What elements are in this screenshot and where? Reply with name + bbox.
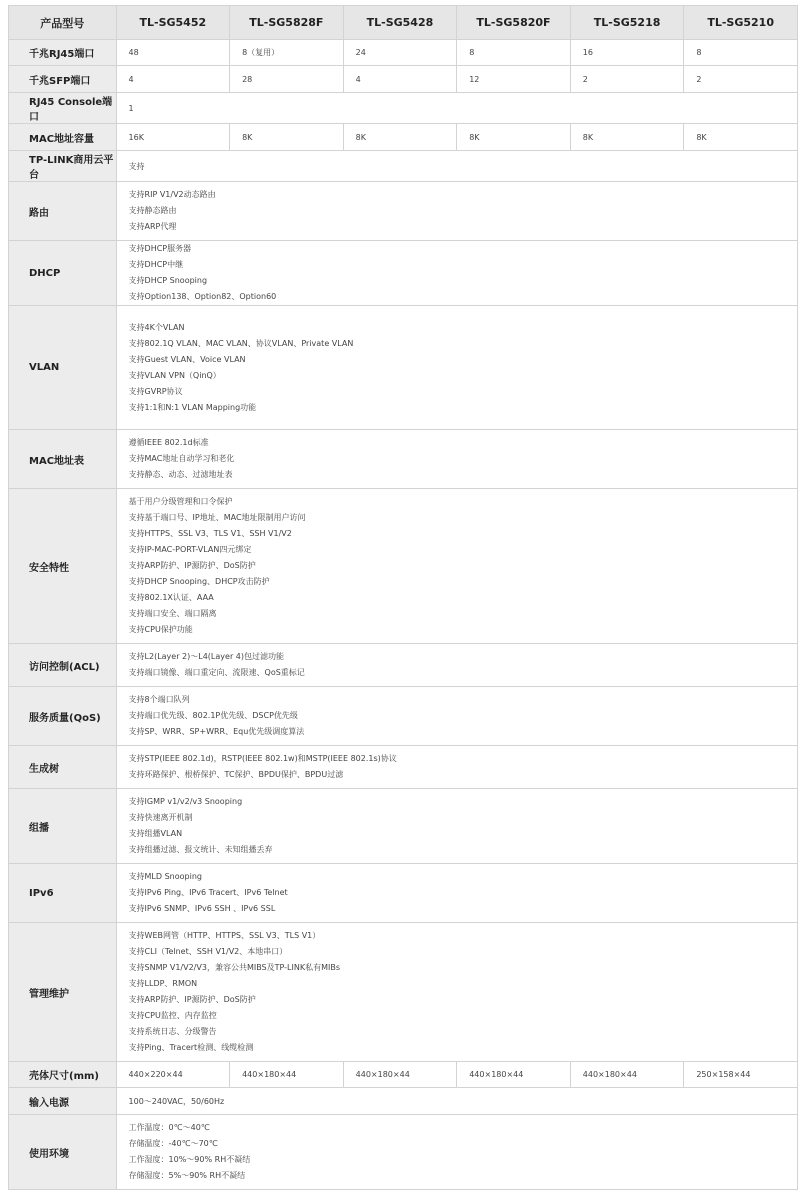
spec-cell: 8K	[343, 124, 457, 151]
spec-cell: 16K	[116, 124, 230, 151]
row-label: 组播	[9, 789, 117, 864]
spec-cell: 440×180×44	[457, 1062, 571, 1088]
spec-line: 支持SNMP V1/V2/V3，兼容公共MIBS及TP-LINK私有MIBs	[128, 963, 341, 972]
spec-line: 支持802.1Q VLAN、MAC VLAN、协议VLAN、Private VLAN	[128, 338, 354, 348]
spec-line: 支持静态路由	[128, 206, 177, 215]
row-label: 壳体尺寸(mm)	[9, 1062, 117, 1088]
spec-cell	[116, 789, 797, 864]
row-label: MAC地址表	[9, 430, 117, 489]
spec-line: 支持IPv6 SNMP、IPv6 SSH 、IPv6 SSL	[128, 904, 276, 913]
spec-line: 支持静态、动态、过滤地址表	[128, 470, 233, 479]
header-label: 产品型号	[9, 6, 117, 40]
row-label: 安全特性	[9, 489, 117, 644]
spec-line: 支持DHCP中继	[128, 260, 184, 269]
model-header: TL-SG5820F	[457, 6, 571, 40]
table-row	[9, 1062, 798, 1088]
spec-line: 支持4K个VLAN	[128, 322, 185, 332]
table-row	[9, 66, 798, 93]
spec-cell: 8K	[570, 124, 684, 151]
row-label: 使用环境	[9, 1115, 117, 1190]
spec-cell	[116, 746, 797, 789]
row-label: TP-LINK商用云平台	[9, 151, 117, 182]
spec-line: 支持CLI（Telnet、SSH V1/V2、本地串口）	[128, 947, 288, 956]
header-row	[9, 6, 798, 40]
spec-cell	[116, 923, 797, 1062]
model-header: TL-SG5452	[116, 6, 230, 40]
spec-line: 基于用户分级管理和口令保护	[128, 497, 233, 506]
spec-cell	[116, 864, 797, 923]
spec-line: 支持IGMP v1/v2/v3 Snooping	[128, 797, 243, 806]
model-header: TL-SG5210	[684, 6, 798, 40]
spec-line: 支持IPv6 Ping、IPv6 Tracert、IPv6 Telnet	[128, 888, 288, 897]
spec-line: 支持基于端口号、IP地址、MAC地址限制用户访问	[128, 513, 306, 522]
spec-cell	[116, 430, 797, 489]
spec-line: 支持HTTPS、SSL V3、TLS V1、SSH V1/V2	[128, 529, 292, 538]
table-row	[9, 789, 798, 864]
spec-cell: 8K	[230, 124, 344, 151]
row-label: RJ45 Console端口	[9, 93, 117, 124]
spec-cell: 8	[684, 40, 798, 66]
row-label: 路由	[9, 182, 117, 241]
table-row	[9, 687, 798, 746]
spec-line: 支持ARP防护、IP源防护、DoS防护	[128, 995, 256, 1004]
spec-line: 支持DHCP Snooping	[128, 276, 208, 285]
row-label: 输入电源	[9, 1088, 117, 1115]
spec-line: 支持组播VLAN	[128, 829, 183, 838]
spec-line: 支持RIP V1/V2动态路由	[128, 190, 216, 199]
spec-line: 支持Guest VLAN、Voice VLAN	[128, 354, 246, 364]
table-row	[9, 182, 798, 241]
spec-line: 存储温度：-40℃～70℃	[128, 1139, 218, 1148]
spec-cell	[116, 306, 797, 430]
spec-line: 支持Ping、Tracert检测、线缆检测	[128, 1043, 254, 1052]
spec-line: 遵循IEEE 802.1d标准	[128, 438, 209, 447]
table-row	[9, 864, 798, 923]
row-label: 管理维护	[9, 923, 117, 1062]
spec-line: 支持IP-MAC-PORT-VLAN四元绑定	[128, 545, 252, 554]
spec-cell	[116, 687, 797, 746]
spec-line: 支持环路保护、根桥保护、TC保护、BPDU保护、BPDU过滤	[128, 770, 344, 779]
spec-cell: 1	[116, 93, 797, 124]
spec-line: 支持ARP代理	[128, 222, 177, 231]
spec-cell: 4	[116, 66, 230, 93]
spec-line: 支持系统日志、分级警告	[128, 1027, 217, 1036]
spec-line: 存储湿度：5%～90% RH不凝结	[128, 1171, 246, 1180]
table-row	[9, 306, 798, 430]
spec-table	[8, 5, 798, 1190]
spec-cell: 440×220×44	[116, 1062, 230, 1088]
spec-line: 支持LLDP、RMON	[128, 979, 198, 988]
spec-line: 支持8个端口队列	[128, 695, 190, 704]
spec-cell: 4	[343, 66, 457, 93]
spec-line: 支持端口优先级、802.1P优先级、DSCP优先级	[128, 711, 298, 720]
row-label: 访问控制(ACL)	[9, 644, 117, 687]
spec-cell	[116, 241, 797, 306]
spec-cell: 48	[116, 40, 230, 66]
model-header: TL-SG5218	[570, 6, 684, 40]
spec-cell: 28	[230, 66, 344, 93]
spec-line: 工作温度：0℃～40℃	[128, 1123, 210, 1132]
spec-line: 支持端口安全、端口隔离	[128, 609, 217, 618]
spec-cell: 100～240VAC，50/60Hz	[116, 1088, 797, 1115]
table-row	[9, 93, 798, 124]
table-row	[9, 40, 798, 66]
table-row	[9, 124, 798, 151]
spec-line: 支持SP、WRR、SP+WRR、Equ优先级调度算法	[128, 727, 305, 736]
spec-cell: 支持	[116, 151, 797, 182]
row-label: VLAN	[9, 306, 117, 430]
spec-cell	[116, 182, 797, 241]
table-row	[9, 1115, 798, 1190]
spec-line: 支持802.1X认证、AAA	[128, 593, 214, 602]
table-row	[9, 1088, 798, 1115]
table-row	[9, 746, 798, 789]
row-label: 生成树	[9, 746, 117, 789]
spec-line: 支持CPU监控、内存监控	[128, 1011, 217, 1020]
spec-line: 支持L2(Layer 2)～L4(Layer 4)包过滤功能	[128, 652, 284, 661]
spec-cell: 2	[684, 66, 798, 93]
spec-line: 支持MAC地址自动学习和老化	[128, 454, 235, 463]
row-label: IPv6	[9, 864, 117, 923]
table-row	[9, 644, 798, 687]
spec-cell: 250×158×44	[684, 1062, 798, 1088]
spec-line: 支持Option138、Option82、Option60	[128, 292, 277, 301]
table-row	[9, 489, 798, 644]
spec-line: 支持1:1和N:1 VLAN Mapping功能	[128, 402, 257, 412]
table-row	[9, 241, 798, 306]
spec-line: 支持DHCP服务器	[128, 244, 192, 253]
spec-line: 支持WEB网管（HTTP、HTTPS、SSL V3、TLS V1）	[128, 931, 321, 940]
row-label: 千兆SFP端口	[9, 66, 117, 93]
spec-cell: 24	[343, 40, 457, 66]
row-label: 千兆RJ45端口	[9, 40, 117, 66]
spec-cell: 12	[457, 66, 571, 93]
spec-cell	[116, 644, 797, 687]
spec-line: 支持ARP防护、IP源防护、DoS防护	[128, 561, 256, 570]
table-row	[9, 430, 798, 489]
spec-line: 支持CPU保护功能	[128, 625, 193, 634]
spec-line: 支持组播过滤、报文统计、未知组播丢弃	[128, 845, 273, 854]
spec-line: 支持STP(IEEE 802.1d)，RSTP(IEEE 802.1w)和MSTP(IEEE 802.1s)协议	[128, 754, 397, 763]
model-header: TL-SG5428	[343, 6, 457, 40]
row-label: MAC地址容量	[9, 124, 117, 151]
row-label: DHCP	[9, 241, 117, 306]
spec-line: 支持GVRP协议	[128, 386, 183, 396]
spec-cell: 440×180×44	[343, 1062, 457, 1088]
table-row	[9, 923, 798, 1062]
spec-line: 支持端口镜像、端口重定向、流限速、QoS重标记	[128, 668, 305, 677]
spec-cell: 16	[570, 40, 684, 66]
spec-cell: 8	[457, 40, 571, 66]
spec-line: 支持快速离开机制	[128, 813, 193, 822]
model-header: TL-SG5828F	[230, 6, 344, 40]
spec-cell: 8（复用）	[230, 40, 344, 66]
spec-cell: 2	[570, 66, 684, 93]
spec-cell: 8K	[457, 124, 571, 151]
spec-cell: 440×180×44	[230, 1062, 344, 1088]
spec-cell	[116, 489, 797, 644]
spec-line: 支持MLD Snooping	[128, 872, 202, 881]
spec-cell: 440×180×44	[570, 1062, 684, 1088]
table-row	[9, 151, 798, 182]
spec-line: 支持DHCP Snooping、DHCP攻击防护	[128, 577, 270, 586]
spec-cell	[116, 1115, 797, 1190]
spec-line: 工作湿度：10%～90% RH不凝结	[128, 1155, 251, 1164]
spec-line: 支持VLAN VPN（QinQ）	[128, 370, 221, 380]
row-label: 服务质量(QoS)	[9, 687, 117, 746]
spec-cell: 8K	[684, 124, 798, 151]
